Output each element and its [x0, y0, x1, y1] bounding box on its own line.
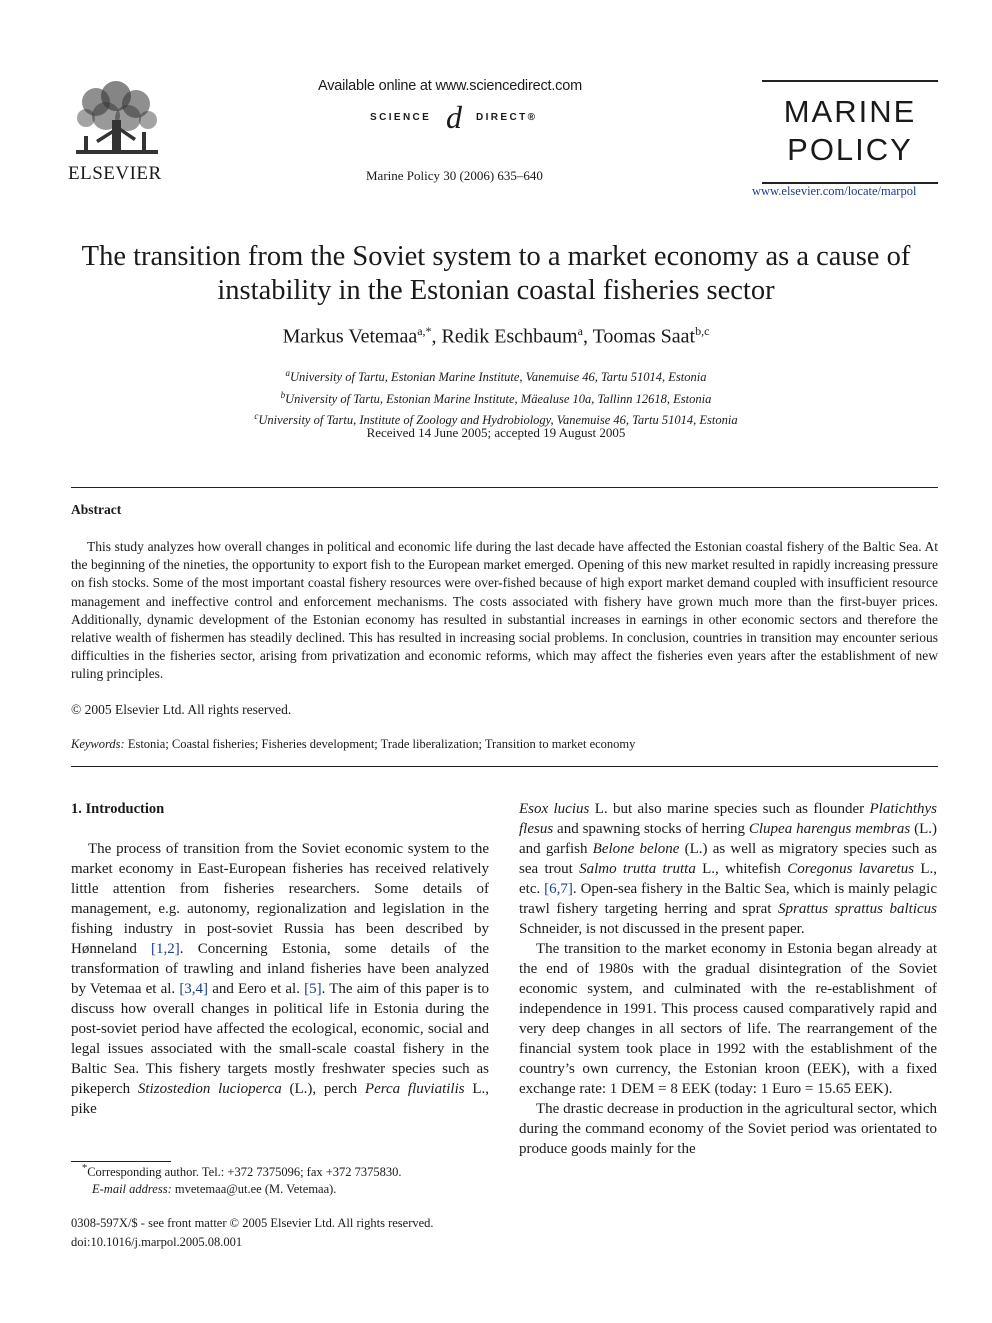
right-column: [519, 799, 937, 1159]
divider-top: [71, 487, 938, 488]
keywords-label: Keywords:: [71, 737, 125, 751]
ref-link-3-4[interactable]: [3,4]: [179, 981, 209, 997]
sd-at-glyph: d: [446, 99, 462, 135]
author-1: Markus Vetemaa: [282, 325, 418, 348]
keywords-list: Estonia; Coastal fisheries; Fisheries development; Trade liberalization; Transition to market economy: [127, 737, 636, 751]
divider-bottom: [71, 766, 938, 767]
footnote-divider: [71, 1161, 171, 1162]
ref-link-6-7[interactable]: [6,7]: [544, 881, 573, 897]
available-online-text[interactable]: Available online at www.sciencedirect.com: [318, 78, 582, 94]
intro-paragraph-1-cont: Esox lucius L. but also marine species such as flounder Platichthys flesus and spawning stocks of herring Clupea harengus membras (L.) and garfish Belone belone (L.) as well as migratory species such as sea trout Salmo trutta trutta L., whitefish Coregonus lavaretus L., etc. [6,7]. Open-sea fishery in the Baltic Sea, which is mainly pelagic trawl fishery targeting herring and sprat Sprattus sprattus balticus Schneider, is not discussed in the present paper.: [519, 801, 938, 937]
intro-paragraph-2: The transition to the market economy in Estonia began already at the end of 1980s with the gradual disintegration of the Soviet economic system, and culminated with the re-establishment of independence in 1991. This process caused comparatively rapid and very deep changes in all sectors of life. The rearrangement of the financial system took place in 1992 with the establishment of the country’s own currency, the Estonian kroon (EEK), with a fixed exchange rate: 1 DEM = 8 EEK (today: 1 Euro = 15.65 EEK).: [519, 941, 937, 1097]
footnote-corresponding: *Corresponding author. Tel.: +372 7375096; fax +372 7375830.: [82, 1163, 402, 1180]
issn-line: 0308-597X/$ - see front matter © 2005 Elsevier Ltd. All rights reserved.: [71, 1216, 434, 1230]
intro-paragraph-1: The process of transition from the Soviet economic system to the market economy in East-European fisheries has received relatively little attention from fisheries researchers. Some details of management, e.g. autonomy, regionalization and legislation in the fishing industry in post-soviet Russia has been described by Hønneland [1,2]. Concerning Estonia, some details of the transformation of trawling and inland fisheries have been analyzed by Vetemaa et al. [3,4] and Eero et al. [5]. The aim of this paper is to discuss how overall changes in political life in Estonia during the post-soviet period have affected the ecological, economic, social and legal issues associated with the small-scale coastal fishery in the Baltic Sea. This fishery targets mostly freshwater species such as pikeperch Stizostedion lucioperca (L.), perch Perca fluviatilis L., pike: [71, 841, 490, 1117]
author-list: [40, 324, 952, 349]
author-1-sup[interactable]: a,*: [417, 324, 432, 338]
left-column: [71, 799, 489, 1119]
affiliations: [40, 365, 952, 430]
sd-right-word: DIRECT®: [476, 112, 538, 123]
publisher-name: ELSEVIER: [68, 163, 162, 184]
intro-paragraph-3: The drastic decrease in production in the agricultural sector, which during the command economy of the Soviet period was orientated to produce goods mainly for the: [519, 1101, 937, 1157]
article-title: [40, 240, 952, 308]
ref-link-1-2[interactable]: [1,2]: [151, 941, 180, 957]
journal-name-line2: POLICY: [787, 132, 913, 167]
journal-url-link[interactable]: www.elsevier.com/locate/marpol: [752, 184, 917, 198]
keywords-line: [71, 737, 635, 752]
abstract-heading: Abstract: [71, 502, 122, 517]
journal-reference: Marine Policy 30 (2006) 635–640: [366, 168, 543, 183]
title-line-1: The transition from the Soviet system to a market economy as a cause of: [81, 241, 911, 272]
footnote-email: E-mail address: mvetemaa@ut.ee (M. Vetemaa).: [92, 1182, 337, 1196]
author-2: , Redik Eschbaum: [431, 325, 578, 348]
received-dates: Received 14 June 2005; accepted 19 August 2005: [366, 425, 626, 440]
author-3-sup[interactable]: b,c: [695, 324, 710, 338]
abstract-copyright: © 2005 Elsevier Ltd. All rights reserved.: [71, 702, 292, 717]
journal-name-line1: MARINE: [783, 94, 917, 129]
affiliation-c: $^c$University of Tartu, Institute of Zoology and Hydrobiology, Vanemuise 46, Tartu 51014, Estonia: [254, 411, 738, 428]
journal-title-box: [762, 80, 938, 184]
section-heading: 1. Introduction: [71, 801, 165, 817]
sciencedirect-logo: [370, 99, 570, 137]
author-2-sup[interactable]: a: [577, 324, 583, 338]
sd-left-word: SCIENCE: [370, 112, 432, 123]
title-line-2: instability in the Estonian coastal fisheries sector: [217, 275, 775, 306]
abstract-text: This study analyzes how overall changes in political and economic life during the last decade have affected the Estonian coastal fishery of the Baltic Sea. At the beginning of the nineties, the opportunity to export fish to the European market emerged. Opening of this new market resulted in rapidly increasing pressure on fish stocks. Some of the most important coastal fishery resources were over-fished because of high export market demand coupled with insufficient resource management and ineffective control and enforcement mechanisms. The costs associated with fishery have grown much more than the first-buyer prices. Additionally, dynamic development of the Estonian economy has resulted in substantial increases in earnings in other economic sectors and therefore the relative wealth of fishermen has steadily declined. This has resulted in increasing social problems. In conclusion, countries in transition may encounter serious difficulties in the fisheries sector, arising from privatization and economic reforms, which may affect the fisheries even years after the establishment of new ruling principles.: [71, 539, 938, 682]
affiliation-b: $^b$University of Tartu, Estonian Marine Institute, Mäealuse 10a, Tallinn 12618, Estonia: [280, 389, 712, 406]
doi-line: doi:10.1016/j.marpol.2005.08.001: [71, 1235, 243, 1249]
affiliation-a: $^a$University of Tartu, Estonian Marine Institute, Vanemuise 46, Tartu 51014, Estonia: [285, 368, 707, 385]
ref-link-5[interactable]: [5]: [304, 981, 322, 997]
author-3: , Toomas Saat: [582, 325, 696, 348]
